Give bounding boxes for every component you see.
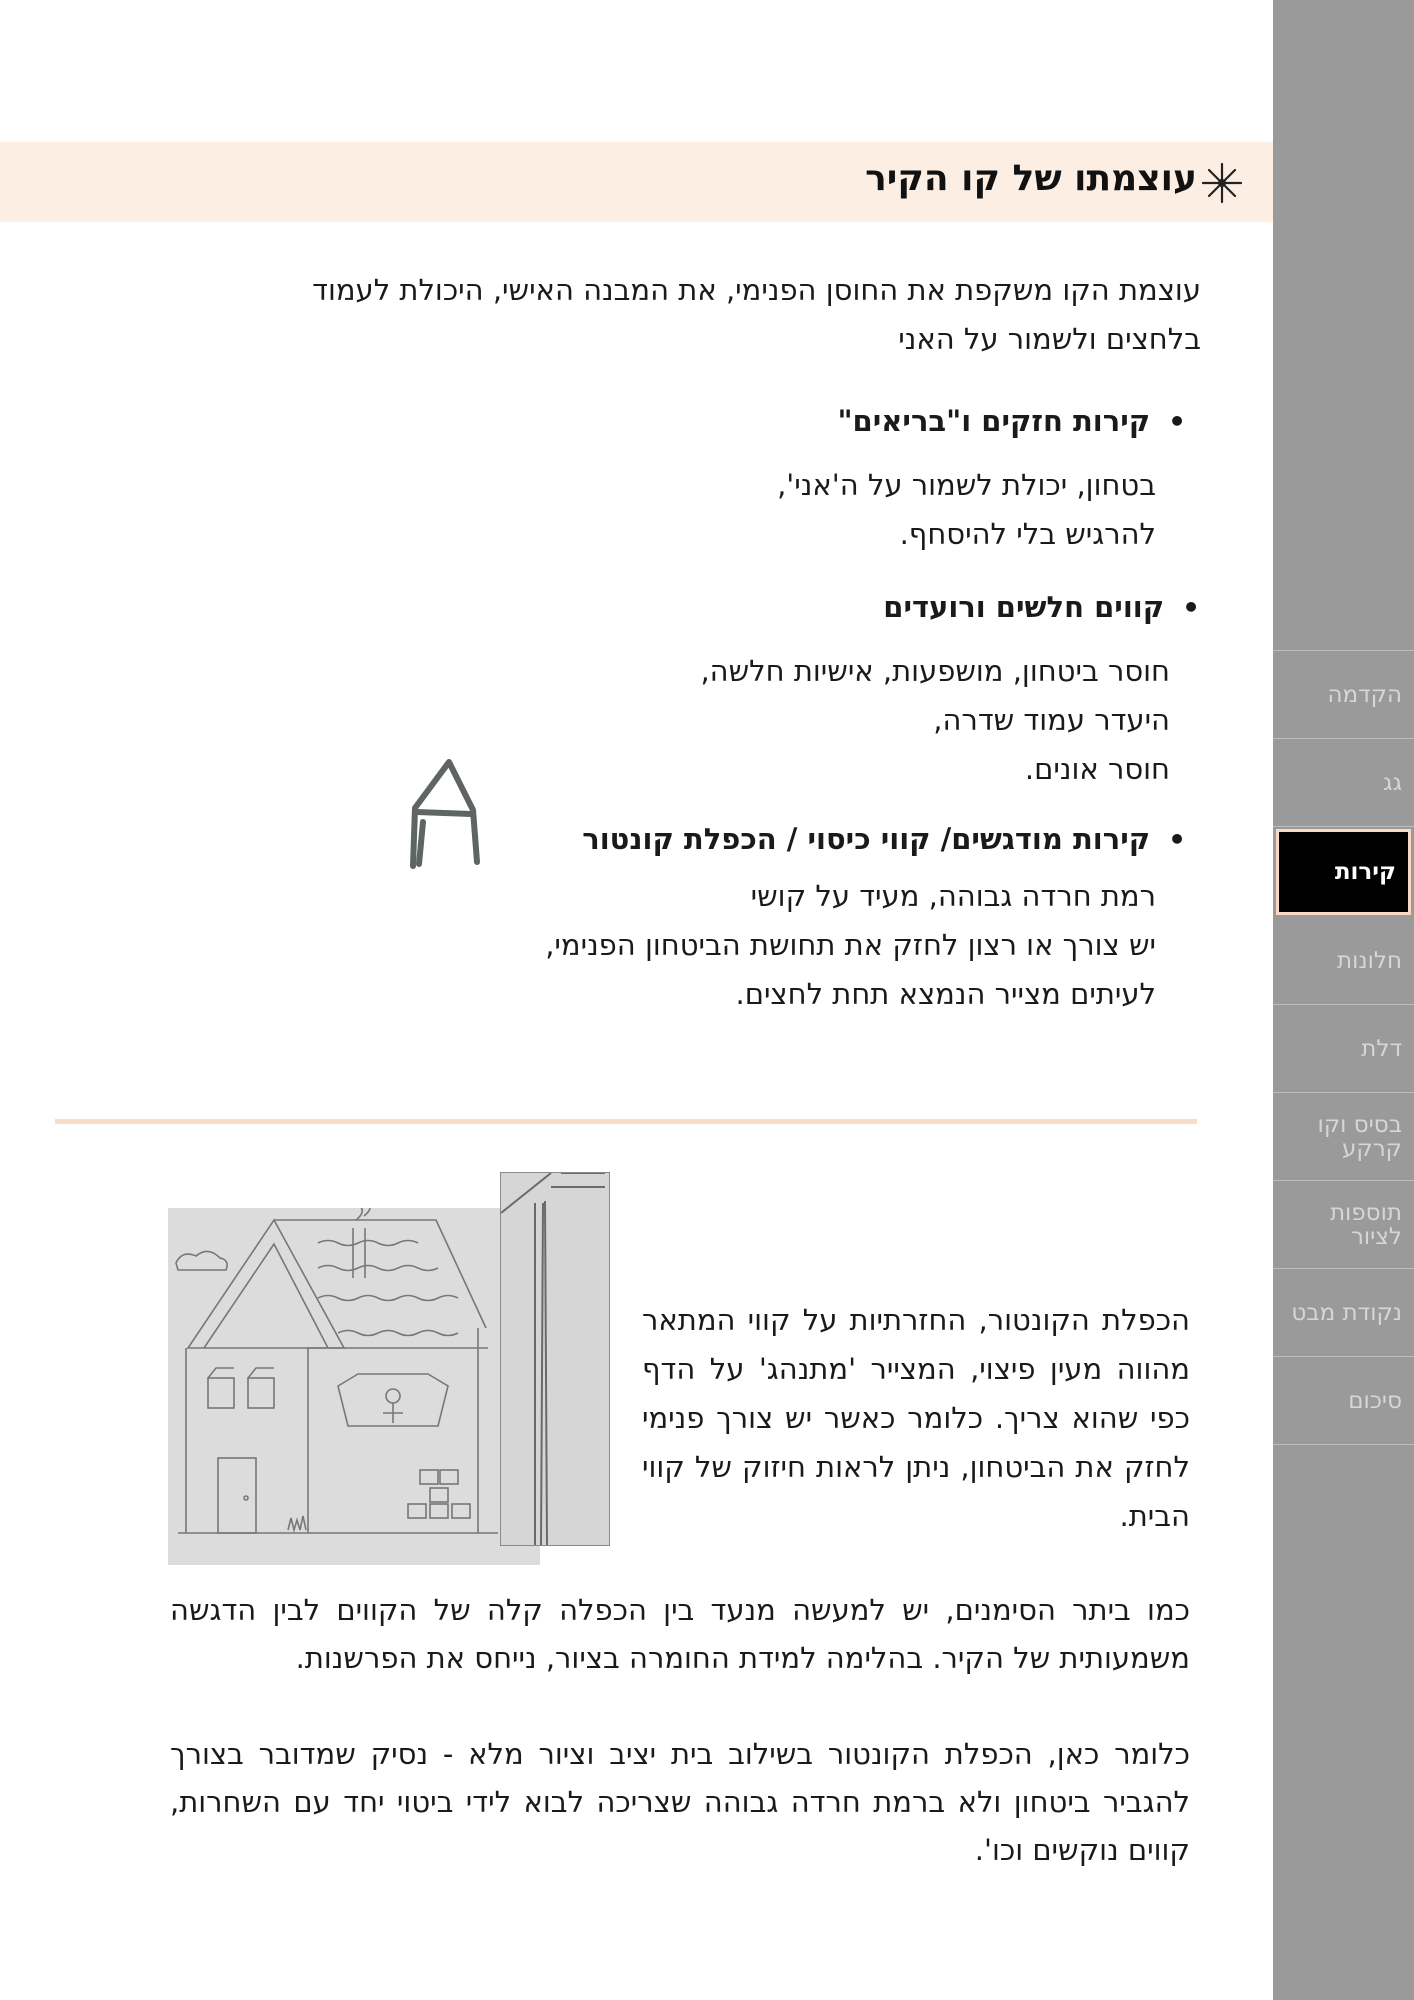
nav-item-windows[interactable]: חלונות — [1273, 917, 1414, 1005]
paragraph-range: כמו ביתר הסימנים, יש למעשה מנעד בין הכפלה קלה של הקווים לבין הדגשה משמעותית של הקיר. בהלימה למידת החומרה בציור, נייחס את הפרשנות. — [170, 1593, 1190, 1675]
bullet-line: לעיתים מצייר הנמצא תחת לחצים. — [735, 977, 1156, 1011]
chapter-nav — [1273, 650, 1414, 1445]
bullet-line: בטחון, יכולת לשמור על ה'אני', — [777, 468, 1156, 502]
chapter-sidebar — [1273, 0, 1414, 2000]
bullet-body — [777, 461, 1156, 559]
section-divider — [55, 1119, 1197, 1124]
nav-item-base-ground[interactable]: בסיס וקו קרקע — [1273, 1093, 1414, 1181]
bullet-line: יש צורך או רצון לחזק את תחושת הביטחון הפנימי, — [545, 928, 1156, 962]
nav-item-intro[interactable]: הקדמה — [1273, 651, 1414, 739]
intro-line: עוצמת הקו משקפת את החוסן הפנימי, את המבנה האישי, היכולת לעמוד — [312, 273, 1201, 307]
house-drawing-image — [168, 1208, 540, 1565]
wall-closeup-image — [500, 1172, 610, 1546]
bullet-dot: • — [1168, 404, 1186, 438]
bullet-line: חוסר אונים. — [1024, 752, 1170, 786]
bullet-heading-text: קירות חזקים ו"בריאים" — [837, 404, 1151, 438]
bullet-heading — [883, 590, 1200, 624]
bullet-line: להרגיש בלי להיסחף. — [899, 517, 1156, 551]
nav-item-walls[interactable]: קירות — [1276, 829, 1411, 915]
bullet-heading-text: קווים חלשים ורועדים — [883, 590, 1165, 624]
intro-text — [191, 266, 1201, 364]
bullet-heading — [582, 822, 1186, 856]
bullet-body — [545, 872, 1156, 1019]
bullet-dot: • — [1168, 822, 1186, 856]
section-title-band — [0, 142, 1273, 222]
nav-item-additions[interactable]: תוספות לציור — [1273, 1181, 1414, 1269]
nav-item-summary[interactable]: סיכום — [1273, 1357, 1414, 1445]
bullet-line: היעדר עמוד שדרה, — [933, 703, 1170, 737]
bullet-body — [700, 647, 1170, 794]
nav-item-perspective[interactable]: נקודת מבט — [1273, 1269, 1414, 1357]
bullet-heading-text: קירות מודגשים/ קווי כיסוי / הכפלת קונטור — [582, 822, 1151, 856]
bullet-line: רמת חרדה גבוהה, מעיד על קושי — [750, 879, 1156, 913]
paragraph-contour: הכפלת הקונטור, החזרתיות על קווי המתאר מהווה מעין פיצוי, המצייר 'מתנהג' על הדף כפי שהוא צריך. כלומר כאשר יש צורך פנימי לחזק את הביטחון, ניתן לראות חיזוק של קווי הבית. — [642, 1303, 1190, 1533]
nav-item-door[interactable]: דלת — [1273, 1005, 1414, 1093]
star-icon — [1201, 162, 1243, 204]
nav-item-roof[interactable]: גג — [1273, 739, 1414, 827]
intro-line: בלחצים ולשמור על האני — [898, 322, 1201, 356]
page-title: עוצמתו של קו הקיר — [865, 158, 1197, 199]
bullet-line: חוסר ביטחון, מושפעות, אישיות חלשה, — [700, 654, 1170, 688]
paragraph-conclusion: כלומר כאן, הכפלת הקונטור בשילוב בית יציב וציור מלא - נסיק שמדובר בצורך להגביר ביטחון ולא ברמת חרדה גבוהה שצריכה לבוא לידי ביטוי יחד עם השחרות, קווים נוקשים וכו'. — [170, 1737, 1190, 1867]
bullet-dot: • — [1182, 590, 1200, 624]
house-sketch-icon — [405, 758, 491, 870]
bullet-heading — [837, 404, 1186, 438]
